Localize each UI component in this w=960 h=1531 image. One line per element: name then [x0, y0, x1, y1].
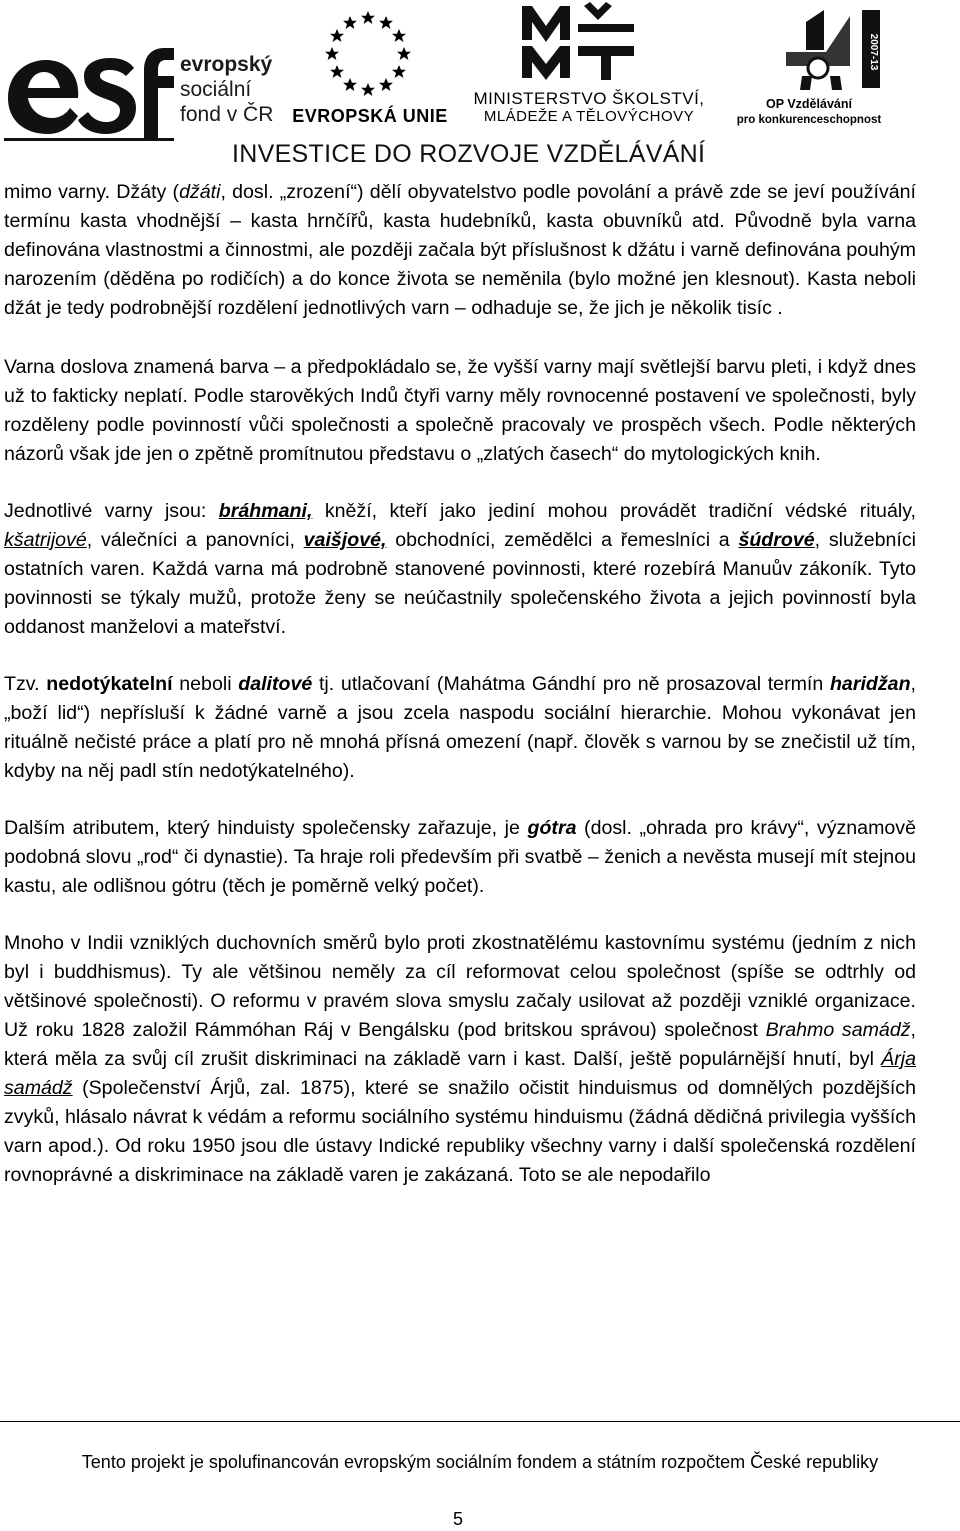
msmt-mark-icon [516, 0, 636, 84]
text-run: Dalším atributem, který hinduisty společensky zařazuje, je [4, 817, 528, 839]
msmt-line: MINISTERSTVO ŠKOLSTVÍ, [473, 89, 705, 108]
text-run: tj. utlačovaní (Mahátma Gándhí pro ně prosazoval termín [312, 673, 830, 695]
esf-line: evropský [180, 53, 273, 76]
emphasized-term: Brahmo samádž [765, 1019, 911, 1041]
op-text [724, 96, 894, 128]
text-run: Mnoho v Indii vzniklých duchovních směrů bylo proti zkostnatělému kastovnímu systému (jedním z nich byl i buddhismus). Ty ale většinou neměly za cíl reformovat celou společnost (spíše se odtrhly od většinové společnosti). O reformu v pravém slova smyslu začaly usilovat až později vzniklé organizace. Už roku 1828 založil Rámmóhan Ráj v Bengálsku (pod britskou správou) společnost [4, 932, 916, 1041]
esf-logo [4, 30, 294, 142]
op-line: pro konkurenceschopnost [736, 114, 882, 126]
esf-text [180, 52, 273, 127]
esf-line: fond v ČR [180, 103, 274, 126]
eu-stars-icon [318, 10, 418, 100]
emphasized-term: dalitové [238, 673, 313, 695]
text-run: Jednotlivé varny jsou: [4, 500, 219, 522]
text-run: obchodníci, zemědělci a řemeslníci a [386, 529, 739, 551]
emphasized-term: Árja samádž [4, 1048, 916, 1099]
text-run: neboli [172, 673, 239, 695]
footer-text: Tento projekt je spolufinancován evropským sociálním fondem a státním rozpočtem České republiky [81, 1452, 879, 1472]
op-mark-icon [746, 6, 886, 96]
text-run: Tzv. [4, 673, 47, 695]
paragraph [4, 178, 916, 323]
paragraph [4, 929, 916, 1190]
text-run: , služebníci ostatních varen. Každá varna má podrobně stanovené povinnosti, které rozebírá Manuův zákoník. Tyto povinnosti se týkaly mužů, protože ženy se neúčastnily společenského života a jejich povinností byla oddanost manželovi a mateřství. [4, 529, 916, 638]
msmt-logo [456, 0, 722, 130]
esf-line: sociální [180, 78, 252, 101]
page-number: 5 [452, 1509, 463, 1529]
text-run: , dosl. „zrození“) dělí obyvatelstvo podle povolání a právě zde se jeví používání termínu kasta vhodnější – kasta hrnčířů, kasta hudebníků, kasta obuvníků atd. Původně byla varna definována vlastnostmi a činnostmi, ale později začala být příslušnost k džátu i varně definována pouhým narozením (děděna po rodičích) a do konce života se neměnila (bylo možné jen klesnout). Kasta neboli džát je tedy podrobnější rozdělení jednotlivých varn – odhaduje se, že jich je několik tisíc . [4, 181, 916, 319]
text-run: , která měla za svůj cíl zrušit diskriminaci na základě varn i kast. Další, ještě populárnější hnutí, byl [4, 1019, 916, 1070]
emphasized-term: vaišjové, [303, 529, 387, 551]
op-line: OP Vzdělávání [766, 97, 852, 111]
msmt-text [456, 90, 722, 126]
op-years: 2007-13 [868, 33, 879, 71]
emphasized-term: kšatrijové [4, 529, 87, 551]
paragraph [4, 497, 916, 642]
text-run: (Společenství Árjů, zal. 1875), které se snažilo očistit hinduismus od domnělých pozdějších zvyků, hlásalo návrat k védám a reformu sociálního systému hinduismu (žádná dědičná privilegia vyšších varn apod.). Od roku 1950 jsou dle ústavy Indické republiky všechny varny i další společenská rozdělení rovnoprávné a diskriminace na základě varen je zakázaná. Toto se ale nepodařilo [4, 1077, 916, 1186]
paragraph [4, 814, 916, 901]
footer-divider [0, 1421, 960, 1422]
eu-label: EVROPSKÁ UNIE [292, 106, 448, 126]
emphasized-term: nedotýkatelní [46, 673, 173, 695]
emphasized-term: džáti [179, 181, 221, 203]
eu-logo [292, 10, 448, 128]
emphasized-term: šúdrové [738, 529, 815, 551]
msmt-line: MLÁDEŽE A TĚLOVÝCHOVY [483, 108, 695, 125]
investice-banner: INVESTICE DO ROZVOJE VZDĚLÁVÁNÍ [232, 140, 706, 168]
text-run: Varna doslova znamená barva – a předpokládalo se, že vyšší varny mají světlejší barvu pleti, i když dnes už to fakticky neplatí. Podle starověkých Indů čtyři varny měly rovnocenné postavení ve společnosti, byly rozděleny podle povinností vůči společnosti a společně pracovaly ve prospěch všech. Podle některých názorů však jde jen o zpětně promítnutou představu o „zlatých časech“ do mytologických knih. [4, 356, 916, 465]
paragraph [4, 670, 916, 786]
text-run: , válečníci a panovníci, [86, 529, 304, 551]
op-logo [724, 6, 894, 128]
text-run: mimo varny. Džáty ( [4, 181, 180, 203]
emphasized-term: haridžan [829, 673, 911, 695]
document-body [4, 178, 916, 1218]
text-run: , „boží lid“) nepřísluší k žádné varně a jsou zcela naspodu sociální hierarchie. Mohou vykonávat jen rituálně nečisté práce a platí pro ně mnohá přísná omezení (např. člověk s varnou by se znečistil už tím, kdyby na něj padl stín nedotýkatelného). [4, 673, 916, 782]
header-logos [0, 0, 960, 178]
text-run: kněží, kteří jako jediní mohou provádět tradiční védské rituály, [312, 500, 916, 522]
emphasized-term: gótra [527, 817, 577, 839]
esf-mark-icon [4, 46, 174, 142]
text-run: (dosl. „ohrada pro krávy“, významově podobná slovu „rod“ či dynastie). Ta hraje roli především při svatbě – ženich a nevěsta musejí mít stejnou kastu, ale odlišnou gótru (těch je poměrně velký počet). [4, 817, 916, 897]
emphasized-term: bráhmani, [218, 500, 313, 522]
paragraph [4, 353, 916, 469]
